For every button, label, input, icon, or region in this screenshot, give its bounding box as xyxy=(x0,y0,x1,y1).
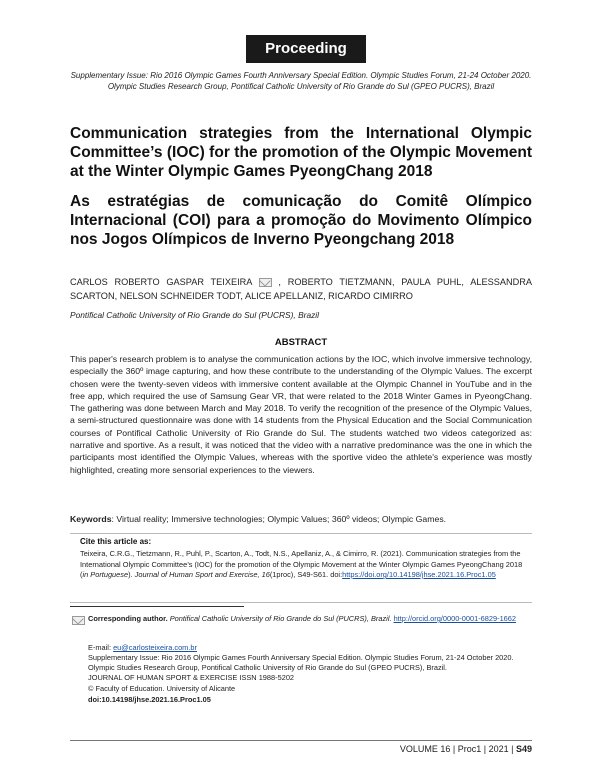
footnote-divider xyxy=(70,606,244,607)
citation-text-b: ). xyxy=(128,570,135,579)
citation-doi-link[interactable]: https://doi.org/10.14198/jhse.2021.16.Proc1.05 xyxy=(342,570,496,579)
abstract-text: This paper's research problem is to analyse the communication actions by the IOC, which involve immersive technology, especially the 360º image capturing, and how these contribute to the understanding of the Olympic Values. The excerpt chosen were the twenty-seven videos with immersive content available at the Olympic Channel in YouTube and in the free app, which required the use of Samsung Gear VR, that were related to the 2018 Winter Games in PyeongChang. The gathering was done between March and May 2018. To verify the recognition of the presence of the Olympic Values, a semi-structured questionnaire was done with 14 students from the Physical Education and the Social Communication courses of Pontifical Catholic University of Rio Grande do Sul. The students watched two videos categorized as: narrative and sportive. As a result, it was noticed that the video with a narrative predominance was the one in which the participants most identified the Olympic Values, whereas with the sportive video the athlete's experience was mostly highlighted, creating more sensorial experiences to the viewers. xyxy=(70,354,532,475)
abstract-heading: ABSTRACT xyxy=(274,337,328,348)
title-portuguese: As estratégias de comunicação do Comitê Olímpico Internacional (COI) para a promoção do Movimento Olímpico nos Jogos Olímpicos de Inverno Pyeongchang 2018 xyxy=(70,193,532,248)
corresponding-author xyxy=(88,614,534,624)
email-label: E-mail: xyxy=(88,643,114,652)
keywords-label: Keywords xyxy=(70,514,112,524)
citation-text-c: (1proc), S49-S61. doi: xyxy=(269,570,343,579)
orcid-link[interactable]: http://orcid.org/0000-0001-6829-1662 xyxy=(393,614,517,623)
citation-journal: Journal of Human Sport and Exercise, 16 xyxy=(134,570,270,579)
keywords-text: : Virtual reality; Immersive technologies; Olympic Values; 360º videos; Olympic Games. xyxy=(111,514,447,524)
keywords xyxy=(70,514,532,524)
corresponding-label: Corresponding author. xyxy=(88,614,168,623)
copyright: © Faculty of Education. University of Alicante xyxy=(88,684,236,693)
mail-icon[interactable] xyxy=(72,616,85,625)
supplement-note: Supplementary Issue: Rio 2016 Olympic Games Fourth Anniversary Special Edition. Olympic Studies Forum, 21-24 October 2020. Olympic Studies Research Group, Pontifical Catholic University of Rio Grande do Sul (GPEO PUCRS), Brazil xyxy=(70,71,532,91)
volume-info: VOLUME 16 | Proc1 | 2021 | xyxy=(399,744,514,754)
cite-heading: Cite this article as: xyxy=(80,537,152,546)
title-english: Communication strategies from the International Olympic Committee’s (IOC) for the promotion of the Olympic Movement at the Winter Olympic Games PyeongChang 2018 xyxy=(70,125,532,180)
doi-line: doi:10.14198/jhse.2021.16.Proc1.05 xyxy=(88,695,211,704)
email-line xyxy=(88,643,534,653)
email-link[interactable]: eu@carlosteixeira.com.br xyxy=(113,643,197,652)
citation xyxy=(80,549,526,581)
footnote-supplement: Supplementary Issue: Rio 2016 Olympic Games Fourth Anniversary Special Edition. Olympic Studies Forum, 21-24 October 2020. Olympic Studies Research Group, Pontifical Catholic University of Rio Grande do Sul (GPEO PUCRS), Brazil. xyxy=(88,653,514,672)
author-list xyxy=(70,275,532,303)
footer-rule xyxy=(70,740,532,741)
journal-issn: JOURNAL OF HUMAN SPORT & EXERCISE ISSN 1988-5202 xyxy=(88,673,295,682)
first-author: CARLOS ROBERTO GASPAR TEIXEIRA xyxy=(70,277,252,287)
affiliation: Pontifical Catholic University of Rio Grande do Sul (PUCRS), Brazil xyxy=(70,310,320,320)
citation-text: Teixeira, C.R.G., Tietzmann, R., Puhl, P., Scarton, A., Todt, N.S., Apellaniz, A., & Cimirro, R. (2021). Communication strategies from the International Olympic Committee’s (IOC) for the promotion of the Olympic Movement at the Winter Olympic Games PyeongChang 2018 ( xyxy=(80,549,523,579)
page-number: S49 xyxy=(515,744,532,754)
corresponding-affiliation: Pontifical Catholic University of Rio Grande do Sul (PUCRS), Brazil. xyxy=(167,614,394,623)
page-footer xyxy=(300,744,532,754)
other-authors: , ROBERTO TIETZMANN, PAULA PUHL, ALESSANDRA SCARTON, NELSON SCHNEIDER TODT, ALICE APELLANIZ, RICARDO CIMIRRO xyxy=(70,277,532,301)
proceeding-badge: Proceeding xyxy=(246,35,366,63)
citation-language: in Portuguese xyxy=(82,570,129,579)
mail-icon[interactable] xyxy=(259,278,272,287)
